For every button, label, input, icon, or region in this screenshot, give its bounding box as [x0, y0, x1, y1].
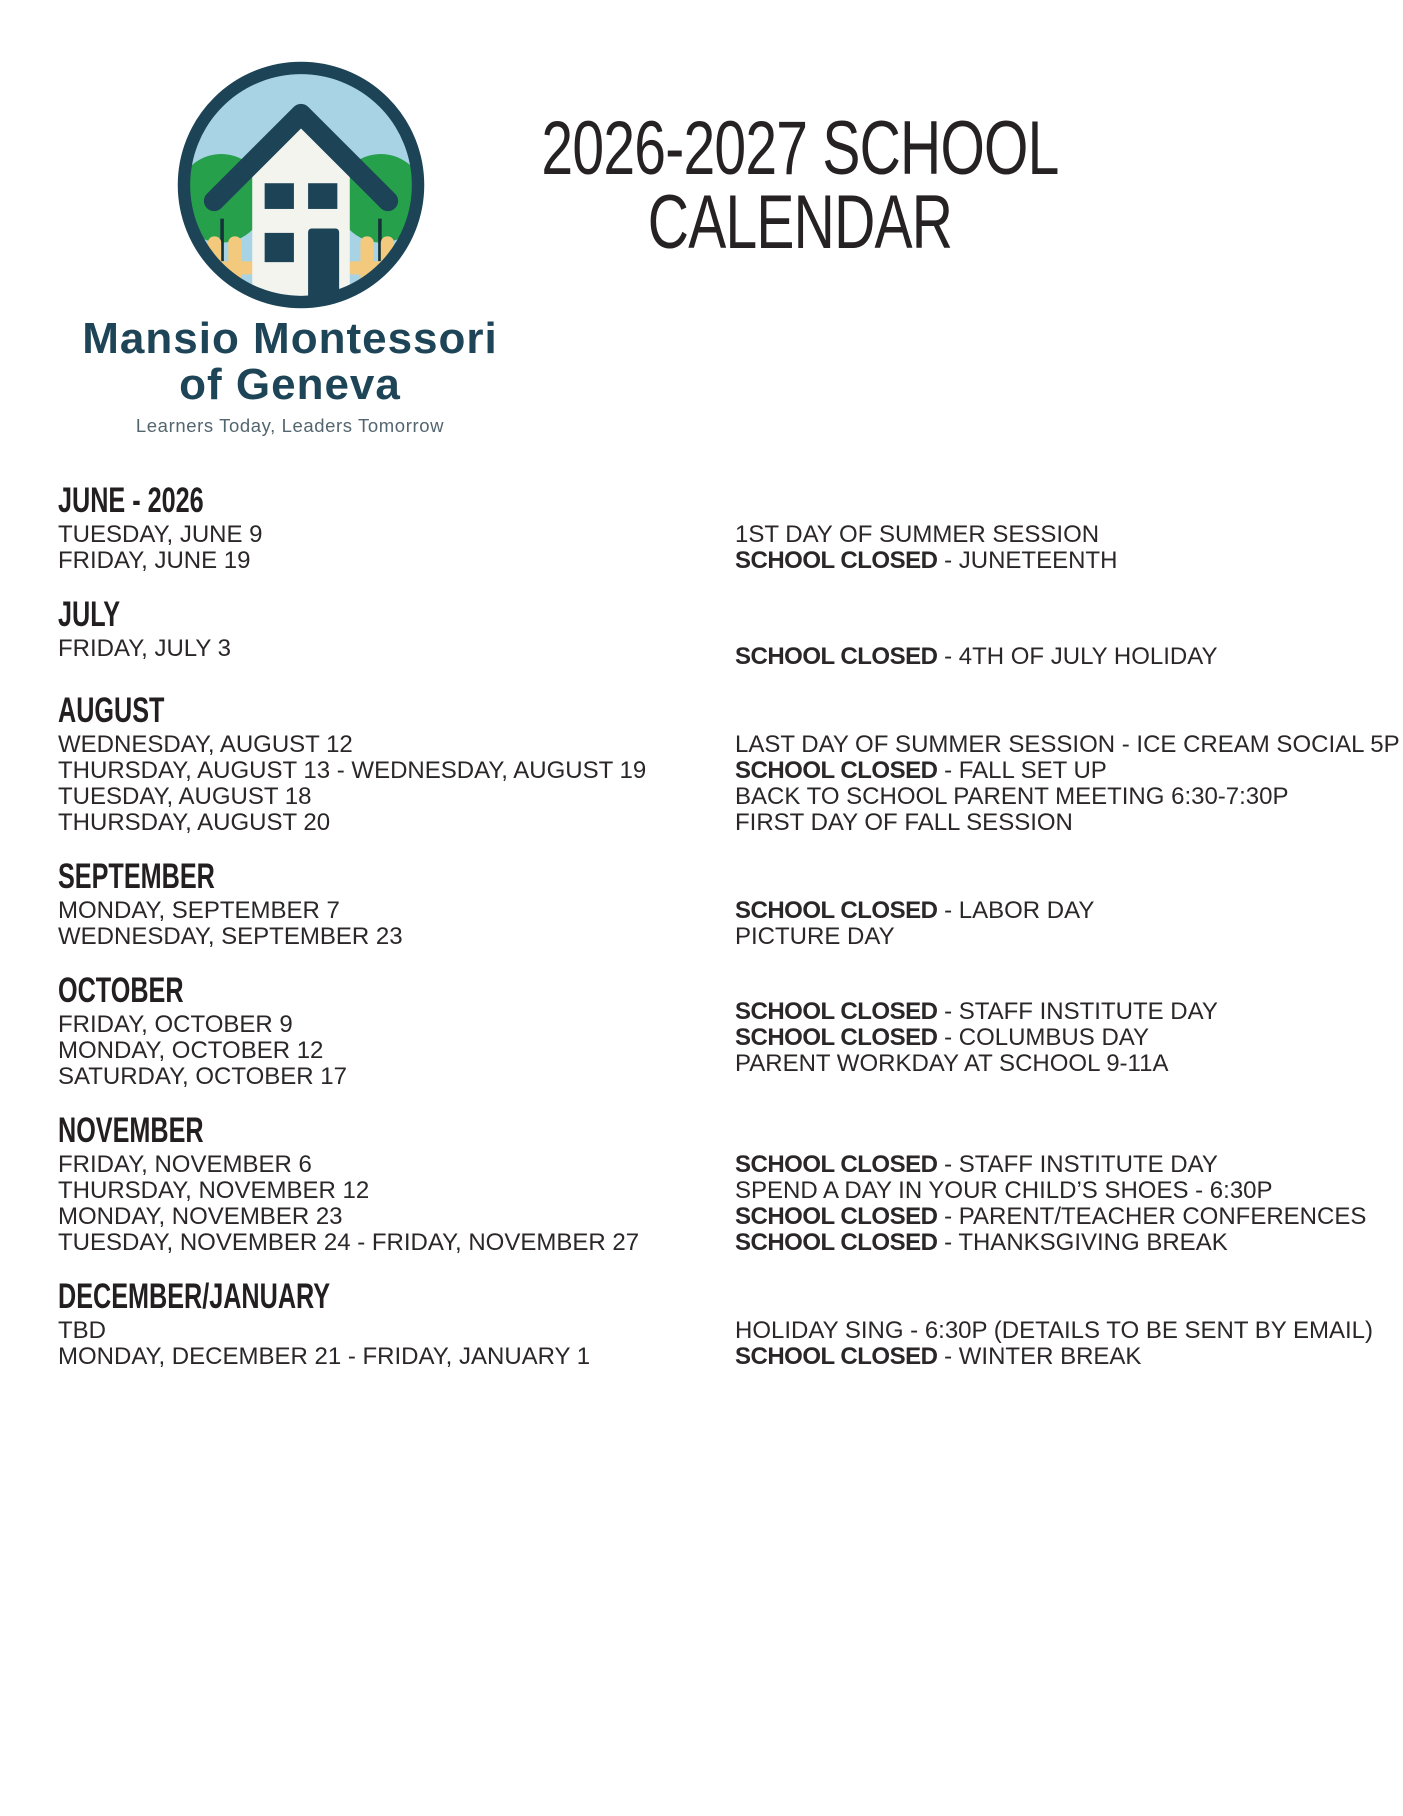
dates-column: [58, 522, 735, 574]
event-emphasis: SCHOOL CLOSED: [735, 547, 938, 574]
brand-name-line2: of Geneva: [179, 360, 401, 409]
event-emphasis: SCHOOL CLOSED: [735, 1203, 938, 1230]
month-heading: DECEMBER/JANUARY: [58, 1277, 331, 1316]
section-columns: [58, 898, 1368, 950]
event-line: SCHOOL CLOSED - THANKSGIVING BREAK: [735, 1229, 1228, 1256]
section-columns: [58, 522, 1368, 574]
event-emphasis: SCHOOL CLOSED: [735, 1343, 938, 1370]
event-line: SCHOOL CLOSED - PARENT/TEACHER CONFERENCES: [735, 1203, 1367, 1230]
events-column: [735, 1152, 1368, 1256]
event-line: SCHOOL CLOSED - COLUMBUS DAY: [735, 1024, 1150, 1051]
event-line: FIRST DAY OF FALL SESSION: [735, 809, 1073, 836]
section-december-january: [58, 1277, 1374, 1370]
event-line: SCHOOL CLOSED - FALL SET UP: [735, 757, 1107, 784]
month-heading: OCTOBER: [58, 971, 184, 1010]
month-heading: JUNE - 2026: [58, 481, 204, 520]
dates-column: [58, 1012, 735, 1090]
date-line: MONDAY, SEPTEMBER 7: [58, 897, 340, 924]
events-column: [735, 999, 1368, 1077]
date-line: FRIDAY, NOVEMBER 6: [58, 1151, 312, 1178]
date-line: FRIDAY, JUNE 19: [58, 547, 251, 574]
dates-column: [58, 1152, 735, 1256]
event-line: SCHOOL CLOSED - 4TH OF JULY HOLIDAY: [735, 643, 1218, 670]
event-line: SCHOOL CLOSED - JUNETEENTH: [735, 547, 1118, 574]
event-line: PICTURE DAY: [735, 923, 895, 950]
section-november: [58, 1111, 1368, 1256]
date-line: THURSDAY, NOVEMBER 12: [58, 1177, 370, 1204]
date-line: WEDNESDAY, AUGUST 12: [58, 731, 353, 758]
month-heading: JULY: [58, 595, 121, 634]
event-emphasis: SCHOOL CLOSED: [735, 1151, 938, 1178]
section-columns: [58, 998, 1368, 1090]
event-emphasis: SCHOOL CLOSED: [735, 998, 938, 1025]
date-line: SATURDAY, OCTOBER 17: [58, 1063, 347, 1090]
dates-column: [58, 898, 735, 950]
event-line: LAST DAY OF SUMMER SESSION - ICE CREAM SOCIAL 5P: [735, 731, 1400, 758]
events-column: [735, 1318, 1373, 1370]
date-line: MONDAY, NOVEMBER 23: [58, 1203, 343, 1230]
event-emphasis: SCHOOL CLOSED: [735, 1229, 938, 1256]
date-line: MONDAY, OCTOBER 12: [58, 1037, 324, 1064]
event-line: 1ST DAY OF SUMMER SESSION: [735, 521, 1100, 548]
date-line: TUESDAY, JUNE 9: [58, 521, 263, 548]
date-line: TUESDAY, AUGUST 18: [58, 783, 312, 810]
dates-column: [58, 636, 735, 662]
month-heading: SEPTEMBER: [58, 857, 215, 896]
page-title: [485, 106, 1115, 265]
event-emphasis: SCHOOL CLOSED: [735, 643, 938, 670]
event-line: SCHOOL CLOSED - STAFF INSTITUTE DAY: [735, 1151, 1218, 1178]
events-column: [735, 898, 1368, 950]
event-line: SCHOOL CLOSED - LABOR DAY: [735, 897, 1095, 924]
calendar-sections: [58, 481, 1400, 1394]
dates-column: [58, 1318, 735, 1370]
event-line: HOLIDAY SING - 6:30P (DETAILS TO BE SENT BY EMAIL): [735, 1317, 1374, 1344]
event-line: SCHOOL CLOSED - STAFF INSTITUTE DAY: [735, 998, 1218, 1025]
events-column: [735, 732, 1400, 836]
event-line: PARENT WORKDAY AT SCHOOL 9-11A: [735, 1050, 1169, 1077]
section-columns: [58, 731, 1400, 836]
date-line: TUESDAY, NOVEMBER 24 - FRIDAY, NOVEMBER 27: [58, 1229, 640, 1256]
brand-name-line1: Mansio Montessori: [82, 314, 498, 363]
event-emphasis: SCHOOL CLOSED: [735, 897, 938, 924]
date-line: THURSDAY, AUGUST 20: [58, 809, 331, 836]
event-line: SCHOOL CLOSED - WINTER BREAK: [735, 1343, 1142, 1370]
section-september: [58, 857, 1368, 950]
events-column: [735, 522, 1368, 574]
date-line: WEDNESDAY, SEPTEMBER 23: [58, 923, 403, 950]
event-line: BACK TO SCHOOL PARENT MEETING 6:30-7:30P: [735, 783, 1289, 810]
section-columns: [58, 1317, 1374, 1370]
month-heading: NOVEMBER: [58, 1111, 204, 1150]
month-heading: AUGUST: [58, 691, 165, 730]
event-emphasis: SCHOOL CLOSED: [735, 1024, 938, 1051]
title-line-1: 2026-2027 SCHOOL: [541, 106, 1059, 191]
title-line-2: CALENDAR: [647, 180, 953, 265]
event-emphasis: SCHOOL CLOSED: [735, 757, 938, 784]
brand-tagline: Learners Today, Leaders Tomorrow: [135, 415, 445, 436]
date-line: MONDAY, DECEMBER 21 - FRIDAY, JANUARY 1: [58, 1343, 591, 1370]
section-columns: [58, 1152, 1368, 1256]
brand-name: [40, 316, 540, 436]
section-june: [58, 481, 1368, 574]
date-line: FRIDAY, OCTOBER 9: [58, 1011, 293, 1038]
event-line: SPEND A DAY IN YOUR CHILD’S SHOES - 6:30P: [735, 1177, 1273, 1204]
section-july: [58, 595, 1368, 670]
section-october: [58, 971, 1368, 1090]
dates-column: [58, 732, 735, 836]
section-columns: [58, 636, 1368, 670]
date-line: THURSDAY, AUGUST 13 - WEDNESDAY, AUGUST 19: [58, 757, 647, 784]
events-column: [735, 636, 1368, 670]
date-line: FRIDAY, JULY 3: [58, 635, 231, 662]
school-house-logo-icon: [168, 52, 434, 318]
section-august: [58, 691, 1400, 836]
date-line: TBD: [58, 1317, 106, 1344]
